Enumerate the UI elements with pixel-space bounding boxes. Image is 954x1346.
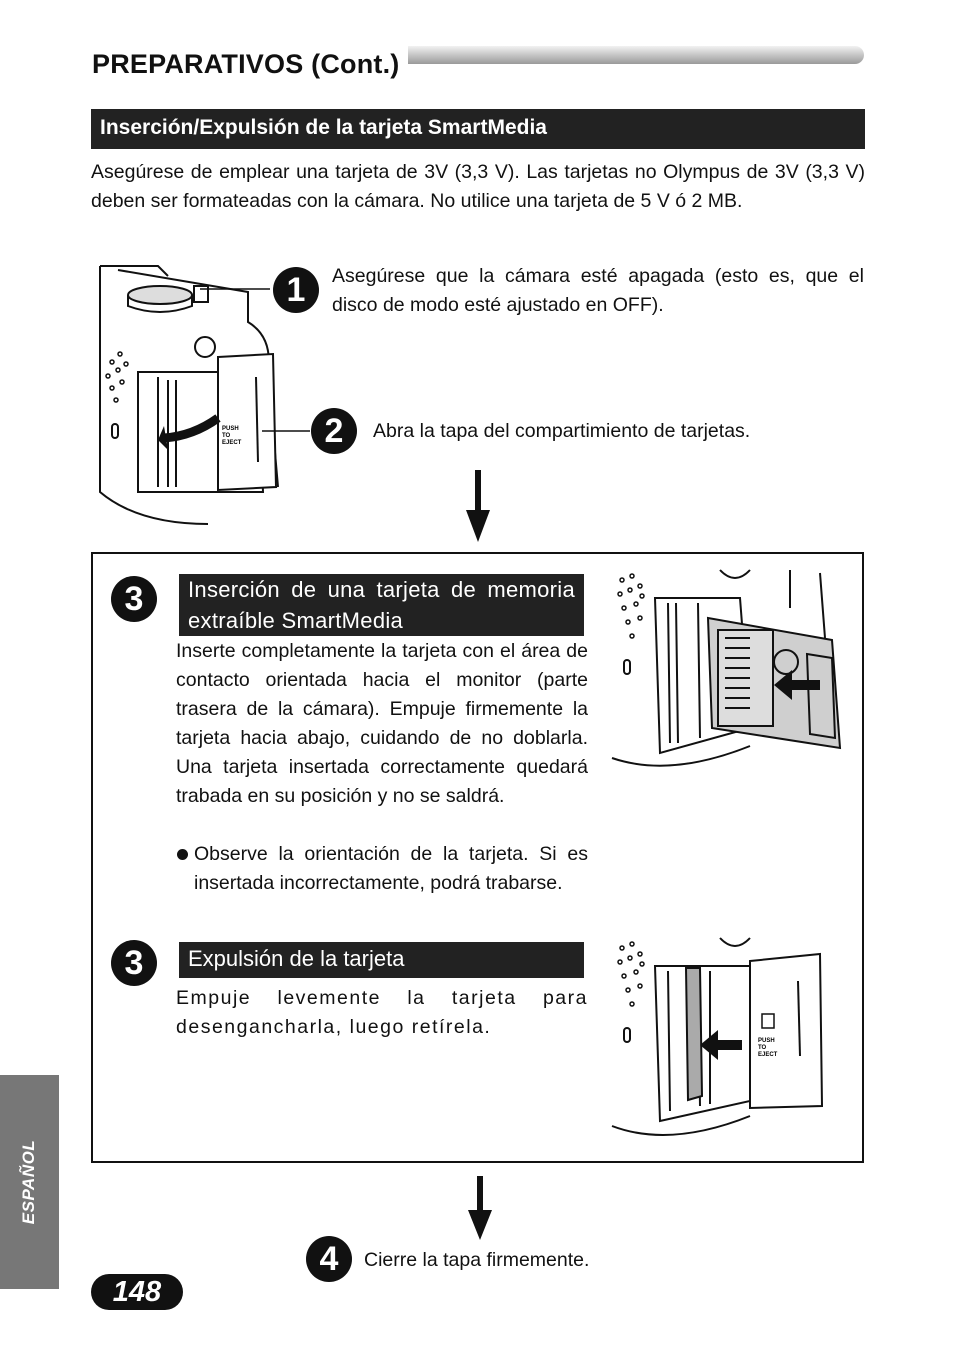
- card-eject-illustration: [610, 936, 832, 1151]
- step-4-number: 4: [306, 1236, 352, 1282]
- push-to-eject-label: PUSH: [222, 426, 239, 432]
- bullet-dot: [177, 849, 188, 860]
- step-2-text: Abra la tapa del compartimiento de tarjetas.: [373, 420, 751, 442]
- page-title: PREPARATIVOS (Cont.): [92, 46, 408, 82]
- step-3b-number: 3: [111, 940, 157, 986]
- push-to-eject-label: EJECT: [222, 440, 242, 446]
- push-to-eject-label: PUSH: [758, 1038, 775, 1044]
- down-arrow-icon: [464, 470, 492, 544]
- step-1-text: Asegúrese que la cámara esté apagada (esto es, que el disco de modo esté ajustado en OFF).: [332, 265, 864, 316]
- step-1-number: 1: [273, 267, 319, 313]
- page-number: 148: [91, 1274, 183, 1310]
- step-2-number: 2: [311, 408, 357, 454]
- down-arrow-icon: [466, 1176, 494, 1242]
- intro-paragraph: Asegúrese de emplear una tarjeta de 3V (3,3 V). Las tarjetas no Olympus de 3V (3,3 V) deben ser formateadas con la cámara. No utilice una tarjeta de 5 V ó 2 MB.: [91, 161, 865, 212]
- step-3a-number: 3: [111, 576, 157, 622]
- push-to-eject-label: EJECT: [758, 1052, 778, 1058]
- language-side-tab: [0, 1075, 59, 1289]
- card-insert-illustration: [610, 568, 845, 783]
- step-3a-text: Inserte completamente la tarjeta con el área de contacto orientada hacia el monitor (parte trasera de la cámara). Empuje firmemente la tarjeta hacia abajo, cuidando de no doblarla. Una tarjeta insertada correctamente quedará trabada en su posición y no se saldrá.: [176, 640, 588, 807]
- step-3a-bullet: Observe la orientación de la tarjeta. Si es insertada incorrectamente, podrá trabarse.: [194, 843, 588, 894]
- step-3a-title: Inserción de una tarjeta de memoria extraíble SmartMedia: [179, 574, 584, 636]
- step-3b-text: Empuje levemente la tarjeta para desengancharla, luego retírela.: [176, 987, 588, 1038]
- language-label: ESPAÑOL: [19, 1139, 38, 1225]
- step-4-text: Cierre la tapa firmemente.: [364, 1249, 590, 1271]
- step-3b-title: Expulsión de la tarjeta: [179, 942, 584, 978]
- push-to-eject-label: TO: [222, 433, 231, 439]
- section-title: Inserción/Expulsión de la tarjeta SmartMedia: [91, 109, 865, 149]
- push-to-eject-label: TO: [758, 1045, 767, 1051]
